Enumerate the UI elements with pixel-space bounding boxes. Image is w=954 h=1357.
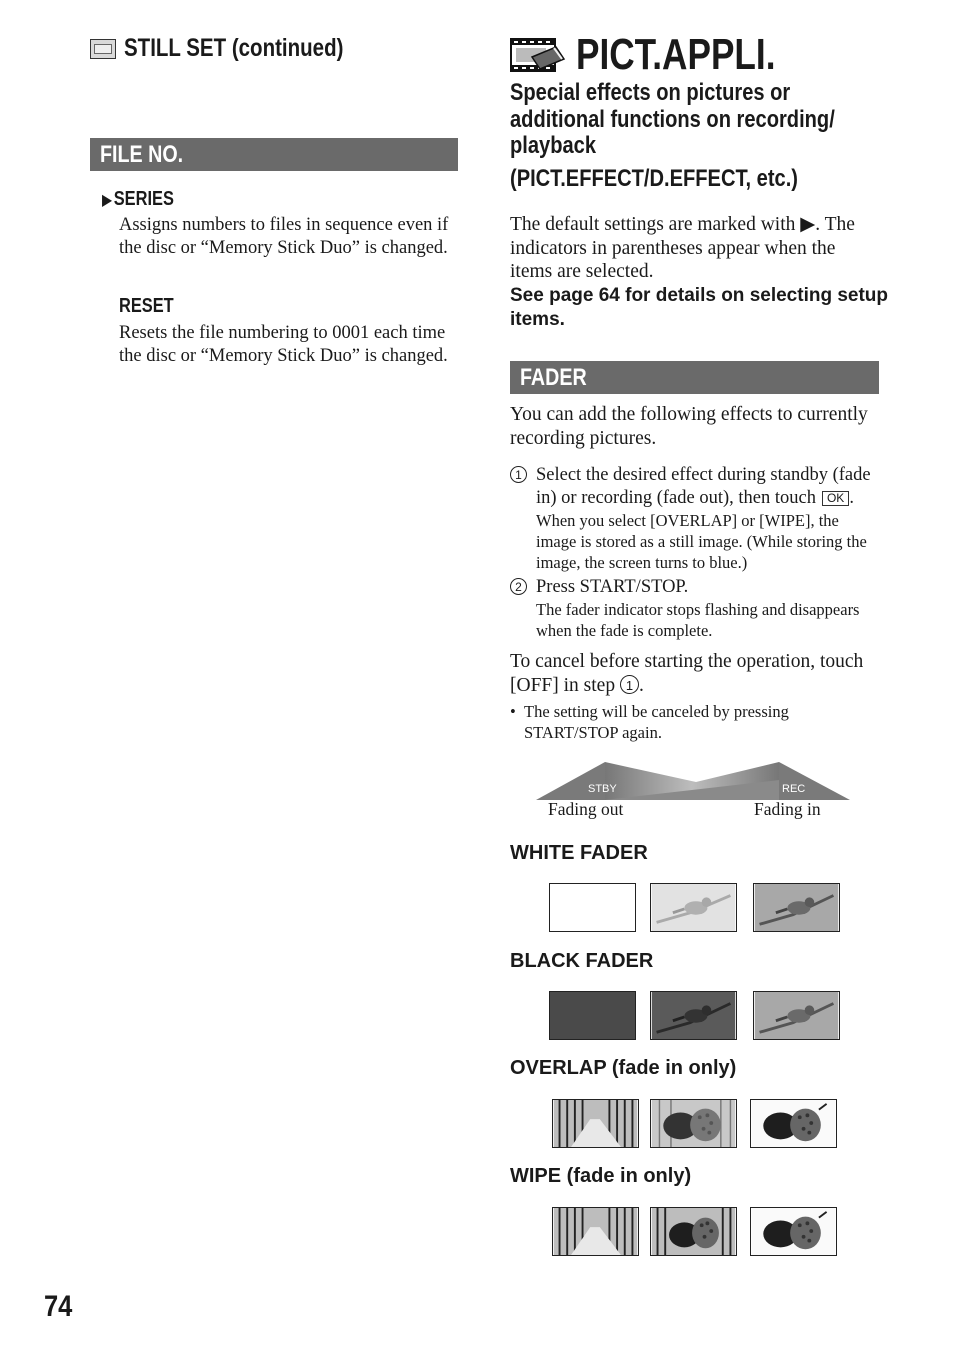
- default-marker-icon: ▶: [102, 192, 113, 209]
- fading-out-label: Fading out: [548, 799, 624, 819]
- bird-image: [651, 992, 736, 1039]
- wipe-frame-2: [650, 1207, 737, 1256]
- forest-path-image: [553, 1100, 638, 1147]
- series-description: Assigns numbers to files in sequence even if the disc or “Memory Stick Duo” is changed.: [119, 215, 449, 258]
- default-marker-icon: ▶.: [800, 214, 821, 235]
- step-number: 1: [510, 466, 527, 483]
- acorn-image: [751, 1208, 836, 1255]
- step-1: [510, 464, 882, 573]
- fade-diagram: [536, 760, 850, 800]
- overlap-frame-2: [650, 1099, 737, 1148]
- fader-intro: You can add the following effects to currently recording pictures.: [510, 404, 868, 449]
- fading-in-label: Fading in: [754, 799, 821, 819]
- overlap-title: OVERLAP (fade in only): [510, 1057, 737, 1079]
- black-fader-title: BLACK FADER: [510, 950, 654, 972]
- step-note: The fader indicator stops flashing and disappears when the fade is complete.: [536, 600, 860, 640]
- white-fader-frame-2: [650, 883, 737, 932]
- pict-appli-title: PICT.APPLI.: [576, 30, 776, 79]
- step-main-text: Select the desired effect during standby (fade in) or recording (fade out), then touch OK .: [536, 465, 871, 508]
- forest-path-image: [553, 1208, 638, 1255]
- acorn-image: [751, 1100, 836, 1147]
- reset-description: Resets the file numbering to 0001 each time the disc or “Memory Stick Duo” is changed.: [119, 323, 448, 366]
- black-fader-frame-1: [549, 991, 636, 1040]
- black-fader-frame-2: [650, 991, 737, 1040]
- bullet-note: • The setting will be canceled by pressing START/STOP again.: [510, 702, 789, 742]
- wipe-title: WIPE (fade in only): [510, 1165, 692, 1187]
- subtitle-line: additional functions on recording/: [510, 105, 835, 133]
- pict-appli-heading: [510, 30, 825, 80]
- white-fader-frame-3: [753, 883, 840, 932]
- step-2: [510, 576, 882, 641]
- reset-option: [119, 295, 186, 318]
- fader-title: FADER: [520, 364, 587, 391]
- white-fader-frame-1: [549, 883, 636, 932]
- ok-button[interactable]: OK: [822, 491, 849, 506]
- rec-label: REC: [782, 783, 806, 795]
- cancel-paragraph: To cancel before starting the operation, touch [OFF] in step 1 .: [510, 651, 864, 696]
- series-option: [102, 188, 190, 211]
- bird-image: [754, 992, 839, 1039]
- overlap-frame-1: [552, 1099, 639, 1148]
- still-set-title: STILL SET (continued): [124, 34, 344, 62]
- step-number: 1: [620, 675, 639, 694]
- subtitle-line: (PICT.EFFECT/D.EFFECT, etc.): [510, 164, 798, 192]
- acorn-image: [651, 1208, 736, 1255]
- see-page-note: See page 64 for details on selecting setup items.: [510, 285, 889, 330]
- file-no-section-bar: [90, 138, 458, 171]
- bird-image: [651, 884, 736, 931]
- wipe-frame-1: [552, 1207, 639, 1256]
- acorn-image: [651, 1100, 736, 1147]
- reset-title: RESET: [119, 295, 174, 317]
- overlap-frame-3: [750, 1099, 837, 1148]
- bird-image: [754, 884, 839, 931]
- still-set-icon: [90, 39, 116, 59]
- white-fader-title: WHITE FADER: [510, 842, 648, 864]
- step-number: 2: [510, 578, 527, 595]
- still-set-heading: [90, 34, 392, 63]
- fader-section-bar: [510, 361, 879, 394]
- wipe-frame-3: [750, 1207, 837, 1256]
- black-fader-frame-3: [753, 991, 840, 1040]
- film-strip-icon: [510, 35, 568, 75]
- stby-label: STBY: [588, 783, 617, 795]
- pict-appli-subtitle: [510, 80, 930, 192]
- step-note: When you select [OVERLAP] or [WIPE], the image is stored as a still image. (While storing the image, the screen turns to blue.): [536, 511, 867, 572]
- series-title: SERIES: [113, 188, 174, 210]
- file-no-title: FILE NO.: [100, 141, 184, 168]
- subtitle-line: playback: [510, 132, 596, 159]
- step-main-text: Press START/STOP.: [536, 577, 689, 597]
- page-number: 74: [44, 1290, 73, 1323]
- defaults-paragraph: The default settings are marked with ▶. The indicators in parentheses appear when the items are selected.: [510, 214, 855, 282]
- subtitle-line: Special effects on pictures or: [510, 79, 791, 106]
